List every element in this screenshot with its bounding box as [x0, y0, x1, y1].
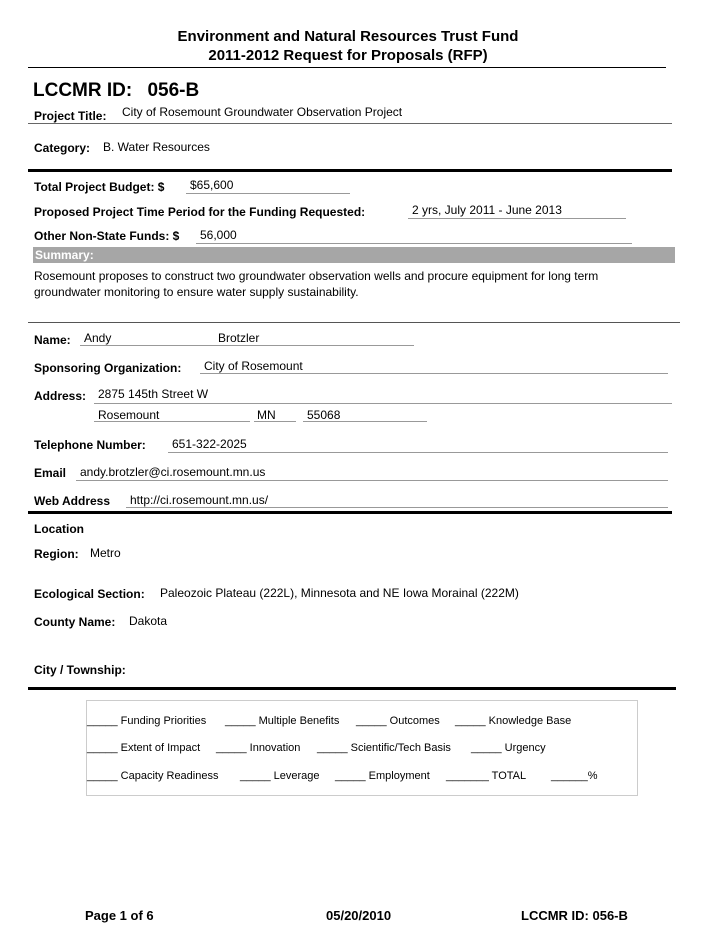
- criterion-knowledge-base: _____ Knowledge Base: [455, 715, 572, 727]
- first-name: Andy: [84, 331, 112, 345]
- criterion-leverage: _____ Leverage: [240, 770, 320, 782]
- divider: [28, 322, 680, 323]
- lccmr-id-label: LCCMR ID:: [33, 80, 133, 101]
- summary-bar: [33, 247, 675, 263]
- period-underline: [408, 218, 626, 219]
- criterion-scientific-tech-basis: _____ Scientific/Tech Basis: [317, 742, 451, 754]
- thick-divider: [28, 511, 672, 514]
- summary-line-1: Rosemount proposes to construct two groundwater observation wells and procure equipment for long term: [34, 269, 599, 283]
- footer-date: 05/20/2010: [326, 908, 392, 923]
- divider: [28, 123, 672, 124]
- state-value: MN: [257, 408, 276, 422]
- name-underline: [80, 345, 414, 346]
- criterion-outcomes: _____ Outcomes: [356, 715, 440, 727]
- summary-line-2: groundwater monitoring to ensure water supply sustainability.: [34, 285, 359, 299]
- last-name: Brotzler: [218, 331, 260, 345]
- email-label: Email: [34, 466, 67, 480]
- region-label: Region:: [34, 547, 79, 561]
- nonstate-value: 56,000: [200, 228, 237, 242]
- criterion-funding-priorities: _____ Funding Priorities: [87, 715, 207, 727]
- city-township-label: City / Township:: [34, 663, 126, 677]
- zip-value: 55068: [307, 408, 341, 422]
- city-value: Rosemount: [98, 408, 160, 422]
- org-label: Sponsoring Organization:: [34, 361, 182, 375]
- budget-value: $65,600: [190, 178, 234, 192]
- period-label: Proposed Project Time Period for the Funding Requested:: [34, 205, 366, 219]
- name-label: Name:: [34, 333, 71, 347]
- footer-page: Page 1 of 6: [85, 908, 154, 923]
- criterion-capacity-readiness: _____ Capacity Readiness: [87, 770, 219, 782]
- budget-underline: [186, 193, 350, 194]
- criterion-urgency: _____ Urgency: [471, 742, 546, 754]
- budget-label: Total Project Budget: $: [34, 180, 165, 194]
- street-underline: [94, 403, 672, 404]
- eco-value: Paleozoic Plateau (222L), Minnesota and NE Iowa Morainal (222M): [160, 586, 519, 600]
- nonstate-underline: [196, 243, 632, 244]
- summary-label: Summary:: [35, 248, 94, 262]
- header-title: Environment and Natural Resources Trust Fund: [177, 28, 519, 45]
- criterion-innovation: _____ Innovation: [216, 742, 301, 754]
- header-divider: [28, 67, 666, 68]
- thick-divider: [28, 687, 676, 690]
- web-underline: [126, 507, 668, 508]
- state-underline: [254, 421, 296, 422]
- nonstate-label: Other Non-State Funds: $: [34, 229, 180, 243]
- criterion-employment: _____ Employment: [335, 770, 430, 782]
- phone-label: Telephone Number:: [34, 438, 146, 452]
- location-heading: Location: [34, 522, 84, 536]
- category-value: B. Water Resources: [103, 140, 210, 154]
- email-value: andy.brotzler@ci.rosemount.mn.us: [80, 465, 266, 479]
- lccmr-id: [33, 80, 199, 102]
- web-label: Web Address: [34, 494, 111, 508]
- criterion-multiple-benefits: _____ Multiple Benefits: [225, 715, 340, 727]
- org-value: City of Rosemount: [204, 359, 303, 373]
- web-value: http://ci.rosemount.mn.us/: [130, 493, 269, 507]
- phone-underline: [168, 452, 668, 453]
- county-label: County Name:: [34, 615, 116, 629]
- city-underline: [94, 421, 250, 422]
- criterion-extent-of-impact: _____ Extent of Impact: [87, 742, 201, 754]
- street-value: 2875 145th Street W: [98, 387, 209, 401]
- zip-underline: [303, 421, 427, 422]
- project-title-label: Project Title:: [34, 109, 107, 123]
- eco-label: Ecological Section:: [34, 587, 145, 601]
- address-label: Address:: [34, 389, 87, 403]
- header-subtitle: 2011-2012 Request for Proposals (RFP): [208, 47, 488, 64]
- footer-id: LCCMR ID: 056-B: [521, 908, 628, 923]
- email-underline: [76, 480, 668, 481]
- thick-divider: [28, 169, 672, 172]
- region-value: Metro: [90, 546, 121, 560]
- criterion-total: _______ TOTAL: [446, 770, 527, 782]
- lccmr-id-value: 056-B: [147, 80, 200, 101]
- period-value: 2 yrs, July 2011 - June 2013: [412, 203, 562, 217]
- phone-value: 651-322-2025: [172, 437, 247, 451]
- project-title-value: City of Rosemount Groundwater Observation Project: [122, 105, 403, 119]
- criterion-percent: ______%: [551, 770, 598, 782]
- county-value: Dakota: [129, 614, 168, 628]
- category-label: Category:: [34, 141, 91, 155]
- org-underline: [200, 373, 668, 374]
